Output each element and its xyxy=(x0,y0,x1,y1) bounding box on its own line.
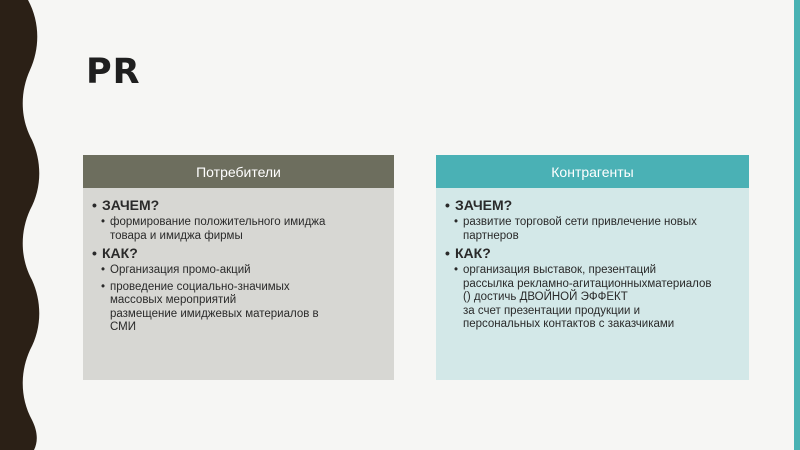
slide-title: PR xyxy=(86,52,141,92)
consumers-panel-body xyxy=(83,188,394,380)
question-why: ЗАЧЕМ? xyxy=(455,197,513,213)
subitem-text: формирование положительного имиджа товара и имиджа фирмы xyxy=(110,216,326,242)
list-item-why xyxy=(92,197,386,213)
subitem-text: проведение социально-значимых массовых мероприятий размещение имиджевых материалов в СМИ xyxy=(110,280,319,333)
bullet-icon: • xyxy=(101,280,106,293)
subitem-text: развитие торговой сети привлечение новых партнеров xyxy=(463,216,697,242)
counterparties-panel-body xyxy=(436,188,749,380)
counterparties-panel xyxy=(436,155,749,380)
list-subitem xyxy=(92,264,386,278)
decorative-wave-border xyxy=(0,0,44,450)
list-subitem xyxy=(92,216,386,243)
right-accent-bar xyxy=(794,0,800,450)
list-subitem xyxy=(445,216,741,243)
bullet-icon: • xyxy=(101,216,106,228)
question-why: ЗАЧЕМ? xyxy=(102,197,160,213)
counterparties-panel-header: Контрагенты xyxy=(436,155,749,188)
list-subitem xyxy=(445,264,741,332)
bullet-icon: • xyxy=(454,216,459,228)
consumers-panel xyxy=(83,155,394,380)
question-how: КАК? xyxy=(102,245,138,261)
bullet-icon: • xyxy=(454,264,459,276)
bullet-icon: • xyxy=(92,197,97,213)
question-how: КАК? xyxy=(455,245,491,261)
bullet-icon: • xyxy=(445,197,450,213)
consumers-panel-header: Потребители xyxy=(83,155,394,188)
bullet-icon: • xyxy=(101,264,106,276)
list-subitem xyxy=(92,281,386,335)
subitem-text: организация выставок, презентаций рассылка рекламно-агитационныхматериалов () достичь ДВОЙНОЙ ЭФФЕКТ за счет презентации продукции и персональных контактов с заказчиками xyxy=(463,264,712,330)
bullet-icon: • xyxy=(92,245,97,261)
bullet-icon: • xyxy=(445,245,450,261)
subitem-text: Организация промо-акций xyxy=(110,264,251,276)
list-item-how xyxy=(92,245,386,261)
list-item-how xyxy=(445,245,741,261)
list-item-why xyxy=(445,197,741,213)
